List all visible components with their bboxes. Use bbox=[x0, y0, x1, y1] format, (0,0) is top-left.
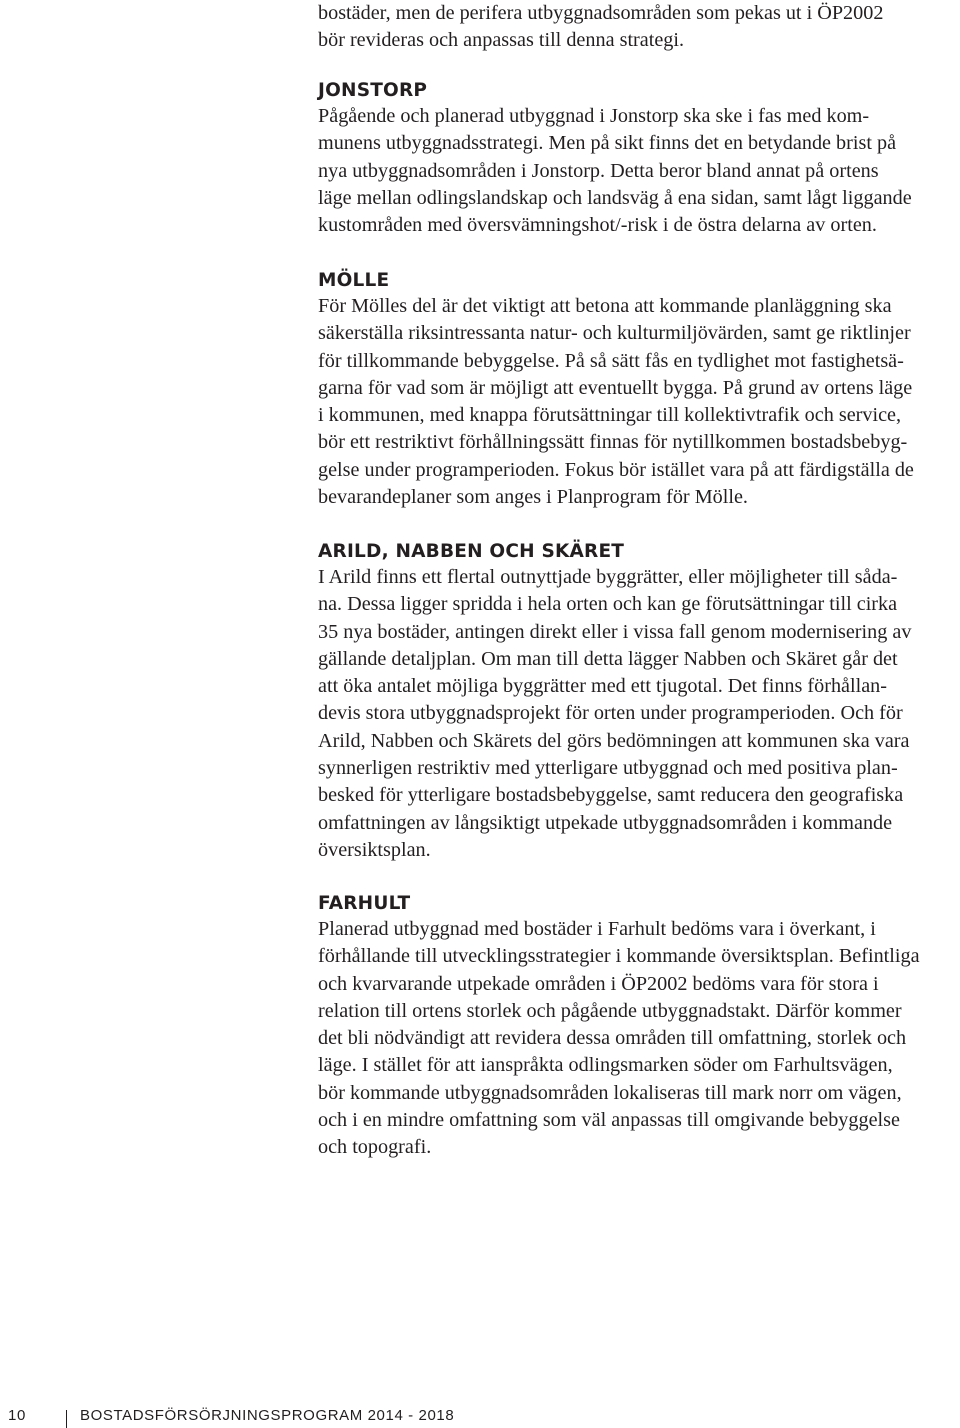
text-line: Arild, Nabben och Skärets del görs bedömningen att kommunen ska vara bbox=[318, 729, 910, 752]
text-line: bostäder, men de perifera utbyggnadsområden som pekas ut i ÖP2002 bbox=[318, 2, 884, 24]
text-line: gelse under programperioden. Fokus bör istället vara på att färdigställa de bbox=[318, 458, 914, 481]
text-line: synnerligen restriktiv med ytterligare utbyggnad och med positiva plan- bbox=[318, 757, 898, 780]
text-line: I Arild finns ett flertal outnyttjade byggrätter, eller möjligheter till såda- bbox=[318, 566, 898, 588]
section-body bbox=[318, 564, 911, 864]
text-line: bör kommande utbyggnadsområden lokaliseras till mark norr om vägen, bbox=[318, 1081, 902, 1104]
text-line: munens utbyggnadsstrategi. Men på sikt finns det en betydande brist på bbox=[318, 132, 897, 155]
text-line: förhållande till utvecklingsstrategier i kommande översiktsplan. Befintliga bbox=[318, 945, 920, 968]
text-line: Pågående och planerad utbyggnad i Jonstorp ska ske i fas med kom- bbox=[318, 105, 870, 127]
section-heading: ARILD, NABBEN OCH SKÄRET bbox=[318, 541, 625, 562]
section-body bbox=[318, 293, 914, 511]
section-farhult bbox=[318, 893, 920, 1162]
section-heading: MÖLLE bbox=[318, 270, 390, 291]
text-line: det bli nödvändigt att revidera dessa områden till omfattning, storlek och bbox=[318, 1027, 907, 1050]
text-line: omfattningen av långsiktigt utpekade utbyggnadsområden i kommande bbox=[318, 811, 893, 834]
section-jonstorp bbox=[318, 80, 912, 239]
text-line: översiktsplan. bbox=[318, 838, 431, 861]
text-line: att öka antalet möjliga byggrätter med ett tjugotal. Det finns förhållan- bbox=[318, 675, 887, 698]
text-line: bör revideras och anpassas till denna strategi. bbox=[318, 29, 685, 52]
text-line: läge. I stället för att ianspråkta odlingsmarken söder om Farhultsvägen, bbox=[318, 1054, 893, 1077]
text-line: bevarandeplaner som anges i Planprogram för Mölle. bbox=[318, 486, 748, 509]
intro-paragraph bbox=[318, 0, 883, 55]
page-footer bbox=[0, 1406, 960, 1426]
text-line: För Mölles del är det viktigt att betona att kommande planläggning ska bbox=[318, 295, 892, 317]
text-line: devis stora utbyggnadsprojekt för orten under programperioden. Och för bbox=[318, 702, 903, 725]
text-line: och i en mindre omfattning som väl anpassas till omgivande bebyggelse bbox=[318, 1109, 900, 1132]
document-title: BOSTADSFÖRSÖRJNINGSPROGRAM 2014 - 2018 bbox=[80, 1407, 455, 1424]
intro-text bbox=[318, 0, 883, 55]
text-line: Planerad utbyggnad med bostäder i Farhult bedöms vara i överkant, i bbox=[318, 918, 876, 940]
text-line: läge mellan odlingslandskap och landsväg å ena sidan, samt lågt liggande bbox=[318, 186, 912, 209]
text-line: nya utbyggnadsområden i Jonstorp. Detta beror bland annat på ortens bbox=[318, 159, 879, 182]
text-line: och kvarvarande utpekade områden i ÖP2002 bedöms vara för stora i bbox=[318, 972, 879, 995]
text-line: i kommunen, med knappa förutsättningar till kollektivtrafik och service, bbox=[318, 404, 902, 427]
section-heading: FARHULT bbox=[318, 893, 411, 914]
text-line: säkerställa riksintressanta natur- och kulturmiljövärden, samt ge riktlinjer bbox=[318, 322, 911, 345]
section-body bbox=[318, 916, 920, 1162]
section-molle bbox=[318, 270, 914, 511]
text-line: na. Dessa ligger spridda i hela orten och kan ge förutsättningar till cirka bbox=[318, 593, 898, 616]
text-line: besked för ytterligare bostadsbebyggelse, samt reducera den geografiska bbox=[318, 784, 904, 807]
text-line: bör ett restriktivt förhållningssätt finnas för nytillkommen bostadsbebyg- bbox=[318, 431, 908, 454]
section-body bbox=[318, 103, 912, 239]
text-line: för tillkommande bebyggelse. På så sätt fås en tydlighet mot fastighetsä- bbox=[318, 349, 904, 372]
footer-divider bbox=[66, 1410, 67, 1428]
text-line: kustområden med översvämningshot/-risk i de östra delarna av orten. bbox=[318, 214, 877, 237]
section-heading: JONSTORP bbox=[318, 80, 428, 101]
text-line: gällande detaljplan. Om man till detta lägger Nabben och Skäret går det bbox=[318, 647, 898, 670]
text-line: 35 nya bostäder, antingen direkt eller i vissa fall genom modernisering av bbox=[318, 620, 912, 643]
text-line: garna för vad som är möjligt att eventuellt bygga. På grund av ortens läge bbox=[318, 376, 913, 399]
section-arild bbox=[318, 541, 911, 864]
page-number: 10 bbox=[8, 1407, 26, 1424]
text-line: och topografi. bbox=[318, 1136, 432, 1159]
text-line: relation till ortens storlek och pågående utbyggnadstakt. Därför kommer bbox=[318, 999, 902, 1022]
